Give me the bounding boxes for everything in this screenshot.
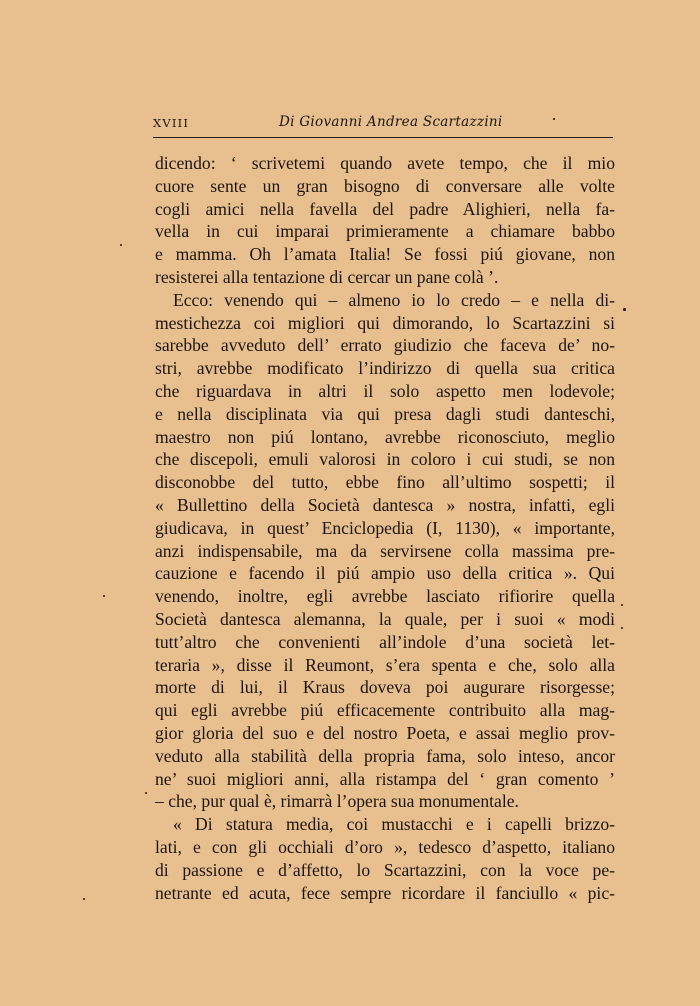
text-line: cogli amici nella favella del padre Alighieri, nella fa- [155,198,615,219]
text-line: teraria », disse il Reumont, s’era spenta e che, solo alla [155,654,615,675]
text-line: morte di lui, il Kraus doveva poi augurare risorgesse; [155,677,615,698]
ink-speck [83,898,85,900]
page-header [153,114,613,136]
text-line: Ecco: venendo qui – almeno io lo credo – e nella di- [173,289,615,310]
text-line: venendo, inoltre, egli avrebbe lasciato rifiorire quella [155,586,615,607]
page-number: XVIII [153,116,190,130]
text-line: che discepoli, emuli valorosi in coloro i cui studi, se non [155,449,615,470]
text-line: sarebbe avveduto dell’ errato giudizio che faceva de’ no- [155,335,615,356]
text-line: mestichezza coi migliori qui dimorando, lo Scartazzini si [155,312,615,333]
text-line: e nella disciplinata via qui presa dagli studi danteschi, [155,403,615,424]
text-line: resisterei alla tentazione di cercar un pane colà ’. [155,266,499,287]
text-line: lati, e con gli occhiali d’oro », tedesco d’aspetto, italiano [155,836,615,857]
text-line: « Bullettino della Società dantesca » nostra, infatti, egli [155,494,615,515]
ink-speck [145,792,147,794]
text-line: maestro non piú lontano, avrebbe riconosciuto, meglio [155,426,615,447]
running-title: Di Giovanni Andrea Scartazzini [279,114,503,130]
text-line: veduto alla stabilità della propria fama, solo inteso, ancor [155,745,615,766]
text-line: Società dantesca alemanna, la quale, per i suoi « modi [155,608,615,629]
ink-speck [623,308,626,311]
text-line: di passione e d’affetto, lo Scartazzini, con la voce pe- [155,859,615,880]
text-line: giudicava, in quest’ Enciclopedia (I, 1130), « importante, [155,517,615,538]
ink-speck [621,627,623,629]
ink-speck [120,244,122,246]
text-line: « Di statura media, coi mustacchi e i capelli brizzo- [173,814,615,835]
text-line: disconobbe del tutto, ebbe fino all’ultimo sospetti; il [155,472,615,493]
text-line: netrante ed acuta, fece sempre ricordare il fanciullo « pic- [155,882,615,903]
body-text [155,152,615,904]
ink-speck [621,604,623,606]
text-line: dicendo: ‘ scrivetemi quando avete tempo, che il mio [155,153,615,173]
text-line: e mamma. Oh l’amata Italia! Se fossi piú giovane, non [155,244,615,265]
text-line: stri, avrebbe modificato l’indirizzo di quella sua critica [155,358,615,379]
text-line: cuore sente un gran bisogno di conversare alle volte [155,175,615,196]
text-line: che riguardava in altri il solo aspetto men lodevole; [155,380,615,401]
ink-speck [103,595,105,597]
text-line: qui egli avrebbe piú efficacemente contribuito alla mag- [155,700,615,721]
text-line: vella in cui imparai primieramente a chiamare babbo [155,221,615,242]
text-line: ne’ suoi migliori anni, alla ristampa del ‘ gran comento ’ [155,768,615,789]
ink-speck [553,118,555,120]
text-line: gior gloria del suo e del nostro Poeta, e assai meglio prov- [155,722,615,743]
text-line: cauzione e facendo il piú ampio uso della critica ». Qui [155,563,615,584]
text-line: tutt’altro che convenienti all’indole d’una società let- [155,631,615,652]
text-line: anzi indispensabile, ma da servirsene colla massima pre- [155,540,615,561]
text-line: – che, pur qual è, rimarrà l’opera sua monumentale. [155,791,519,812]
header-rule [153,137,613,138]
